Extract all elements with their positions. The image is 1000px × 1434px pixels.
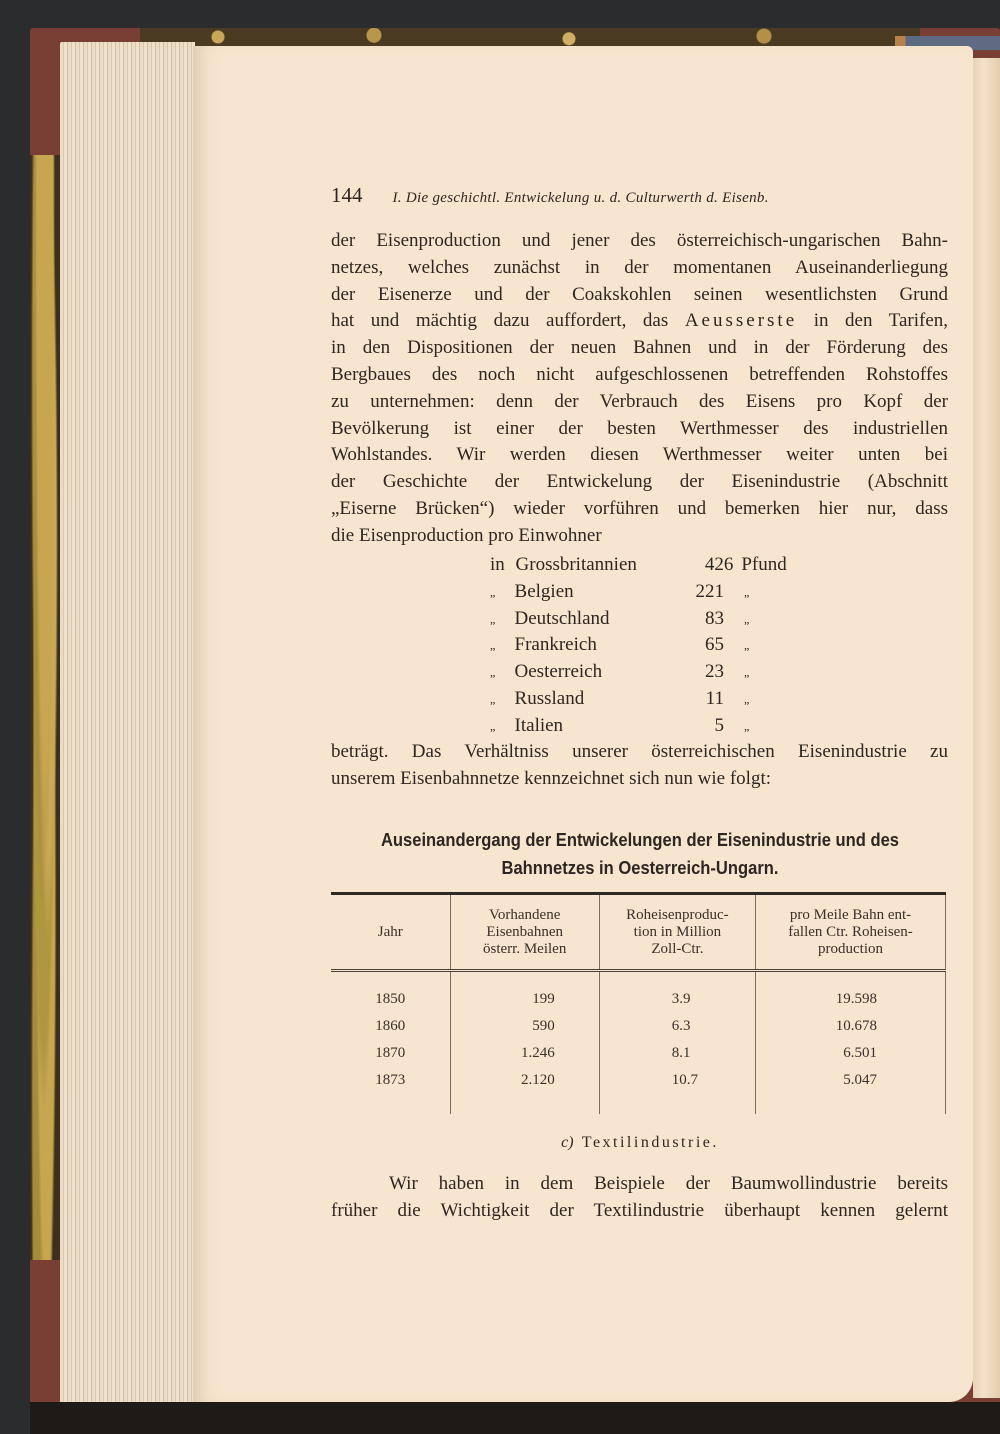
header-iron-production: Roheisenproduc- tion in Million Zoll-Ctr. (599, 894, 755, 971)
list-item: „ Deutschland 83 „ (490, 607, 750, 629)
paragraph-line: hat und mächtig dazu auffordert, das Aeusserste in den Tarifen, (331, 310, 949, 332)
table-row: 1850 199 3.9 19.598 (331, 971, 946, 1014)
paragraph-line: „Eiserne Brücken“) wieder vorführen und bemerken hier nur, dass (331, 497, 948, 519)
paragraph-line: beträgt. Das Verhältniss unserer österreichischen Eisenindustrie zu (331, 741, 948, 762)
paragraph-line: früher die Wichtigkeit der Textilindustrie überhaupt kennen gelernt (331, 1199, 948, 1221)
intro-paragraph (331, 228, 948, 550)
iron-per-capita-list (490, 552, 810, 740)
table-header-row (331, 894, 946, 971)
paragraph-line: in den Dispositionen der neuen Bahnen und in der Förderung des (331, 337, 948, 359)
list-item: „ Oesterreich 23 „ (490, 661, 750, 683)
paragraph-line: der Geschichte der Entwickelung der Eisenindustrie (Abschnitt (331, 471, 948, 493)
emphasized-word: Aeusserste (684, 310, 798, 332)
running-head-title: I. Die geschichtl. Entwickelung u. d. Culturwerth d. Eisenb. (392, 190, 769, 206)
closing-paragraph (331, 1171, 948, 1225)
list-item: „ Italien 5 „ (490, 714, 750, 736)
after-list-paragraph (331, 739, 948, 793)
list-item: in Grossbritannien 426 Pfund (490, 554, 787, 575)
paragraph-line: der Eisenerze und der Coakskohlen seinen wesentlichsten Grund (331, 283, 948, 305)
paragraph-line: unserem Eisenbahnnetze kennzeichnet sich nun wie folgt: (331, 767, 772, 789)
paragraph-line: netzes, welches zunächst in der momentanen Auseinanderliegung (331, 256, 948, 278)
list-item: „ Russland 11 „ (490, 687, 750, 709)
section-label: c) (561, 1134, 574, 1151)
paragraph-line: die Eisenproduction pro Einwohner (331, 524, 602, 546)
paragraph-line: Wohlstandes. Wir werden diesen Werthmesser weiter unten bei (331, 444, 948, 466)
section-heading (330, 1134, 950, 1152)
header-per-mile: pro Meile Bahn ent- fallen Ctr. Roheisen- production (756, 894, 946, 971)
list-item: „ Belgien 221 „ (490, 580, 750, 602)
table-row: 1873 2.120 10.7 5.047 (331, 1067, 946, 1114)
list-item: „ Frankreich 65 „ (490, 634, 750, 656)
paragraph-line: der Eisenproduction und jener des österreichisch-ungarischen Bahn- (331, 230, 948, 251)
paragraph-line: Bergbaues des noch nicht aufgeschlossenen betreffenden Rohstoffes (331, 363, 948, 385)
paragraph-line: Bevölkerung ist einer der besten Werthmesser des industriellen (331, 417, 948, 439)
iron-railway-table (331, 892, 946, 1114)
table-row: 1860 590 6.3 10.678 (331, 1013, 946, 1040)
header-year: Jahr (377, 923, 403, 940)
table-title: Auseinandergang der Entwickelungen der Eisenindustrie und des Bahnnetzes in Oesterreich-Ungarn. (380, 830, 900, 878)
running-head (331, 183, 891, 209)
paragraph-line: Wir haben in dem Beispiele der Baumwollindustrie bereits (389, 1173, 948, 1194)
table-row: 1870 1.246 8.1 6.501 (331, 1040, 946, 1067)
page-number: 144 (331, 183, 363, 207)
section-title: Textilindustrie. (581, 1134, 719, 1151)
header-railways: Vorhandene Eisenbahnen österr. Meilen (450, 894, 599, 971)
paragraph-line: zu unternehmen: denn der Verbrauch des Eisens pro Kopf der (331, 390, 948, 412)
